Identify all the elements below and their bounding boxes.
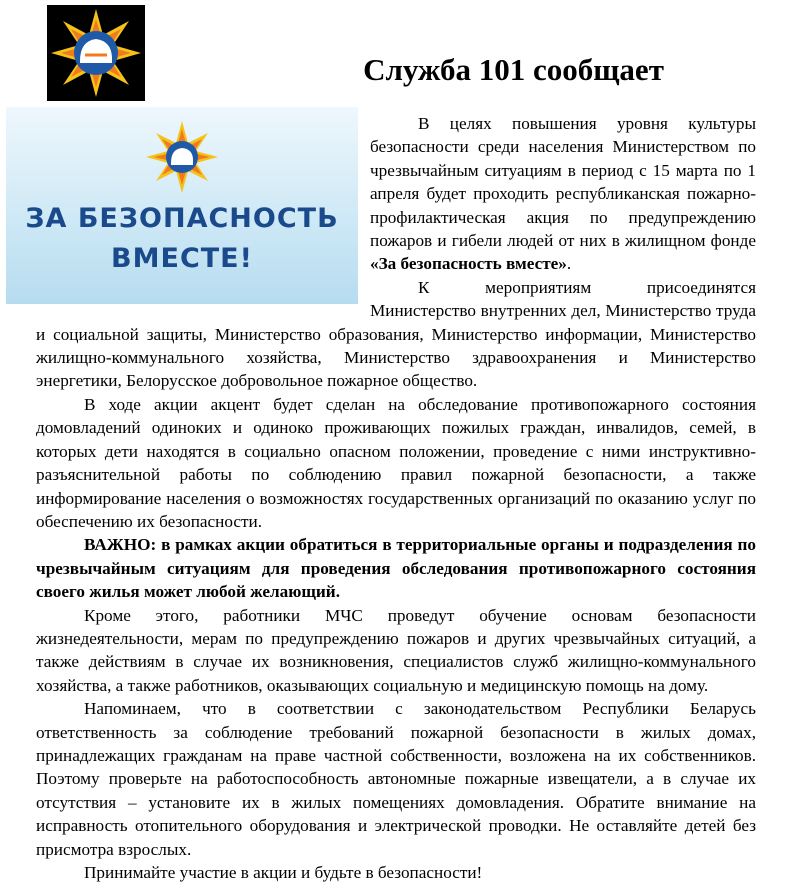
campaign-banner xyxy=(6,107,358,304)
paragraph-closing: Принимайте участие в акции и будьте в безопасности! xyxy=(84,863,483,882)
paragraph-participants: К мероприятиям присоединятся Министерство внутренних дел, Министерство труда и социальной защиты, Министерство образования, Министерство информации, Министерство жилищно-коммунального хозяйства, Министерство здравоохранения и Министерство энергетики, Белорусское добровольное пожарное общество. xyxy=(36,277,756,391)
page-title: Служба 101 сообщает xyxy=(363,52,664,87)
paragraph-focus: В ходе акции акцент будет сделан на обследование противопожарного состояния домовладений одиноких и одиноко проживающих пожилых граждан, инвалидов, семей, в которых дети находятся в социально опасном положении, проведение с ними инструктивно-разъяснительной работы по соблюдению правил пожарной безопасности, а также информирование населения о возможностях государственных организаций по оказанию услуг по обеспечению их безопасности. xyxy=(36,394,756,531)
paragraph-intro-text: В целях повышения уровня культуры безопасности среди населения Министерством по чрезвычайным ситуациям в период с 15 марта по 1 апреля будет проходить республиканская пожарно-профилактическая акция по предупреждению пожаров и гибели людей от них в жилищном фонде xyxy=(370,114,756,251)
campaign-name: «За безопасность вместе» xyxy=(370,254,567,274)
mchs-emblem-icon xyxy=(47,5,145,101)
banner-title-line1: ЗА БЕЗОПАСНОСТЬ xyxy=(25,203,339,234)
article-body xyxy=(25,112,756,884)
paragraph-reminder: Напоминаем, что в соответствии с законодательством Республики Беларусь ответственность за соблюдение требований пожарной безопасности в жилых домах, принадлежащих гражданам на праве частной собственности, возложена на их собственников. Поэтому проверьте на работоспособность автономные пожарные извещатели, а в случае их отсутствия – установите их в жилых помещениях домовладения. Обратите внимание на исправность отопительного оборудования и электрической проводки. Не оставляйте детей без присмотра взрослых. xyxy=(36,699,756,859)
mchs-emblem-logo xyxy=(47,5,145,101)
paragraph-important: ВАЖНО: в рамках акции обратиться в территориальные органы и подразделения по чрезвычайным ситуациям для проведения обследования противопожарного состояния своего жилья может любой желающий. xyxy=(36,535,756,602)
paragraph-intro-end: . xyxy=(566,254,572,274)
banner-title-line2: ВМЕСТЕ! xyxy=(111,243,253,274)
paragraph-training: Кроме этого, работники МЧС проведут обучение основам безопасности жизнедеятельности, мерам по предупреждению пожаров и других чрезвычайных ситуаций, а также действиям в случае их возникновения, специалистов служб жилищно-коммунального хозяйства, а также работников, оказывающих социальную и медицинскую помощь на дому. xyxy=(36,605,756,695)
